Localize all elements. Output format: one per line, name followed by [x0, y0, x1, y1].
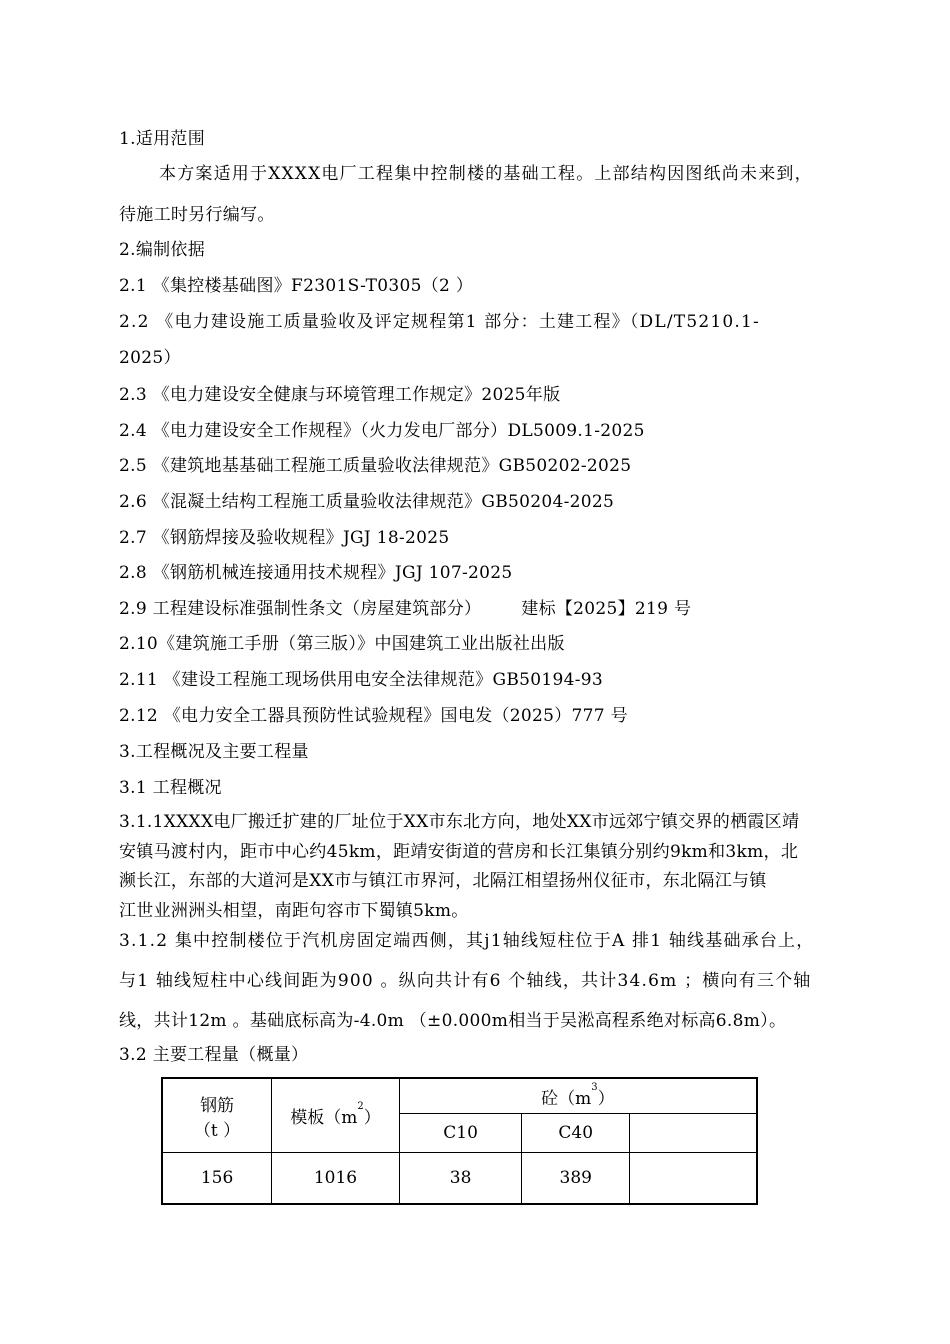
header-formwork-close: ）: [363, 1108, 381, 1128]
header-formwork-exponent: 2: [357, 1101, 364, 1112]
reference-item: 2.8 《钢筋机械连接通用技术规程》JGJ 107-2025: [119, 563, 513, 583]
reference-item: 2.10《建筑施工手册（第三版）》中国建筑工业出版社出版: [119, 634, 565, 654]
paragraph-3-1-2-line: 3.1.2 集中控制楼位于汽机房固定端西侧，其j1轴线短柱位于A 排1 轴线基础承台上，: [119, 931, 815, 951]
reference-item-continuation: 2025）: [119, 348, 181, 368]
paragraph-3-1-2-line: 线，共计12m 。基础底标高为-4.0m （±0.000m相当于吴淞高程系绝对标高6.8m）。: [119, 1011, 787, 1031]
table-header-row: [162, 1078, 757, 1114]
paragraph-3-1-2-line: 与1 轴线短柱中心线间距为900 。纵向共计有6 个轴线，共计34.6m ；横向有三个轴: [119, 971, 812, 991]
section-1-paragraph-line: 本方案适用于XXXX电厂工程集中控制楼的基础工程。上部结构因图纸尚未来到，: [159, 164, 813, 184]
reference-item: 2.2 《电力建设施工质量验收及评定规程第1 部分：土建工程》（DL/T5210.1-: [119, 312, 760, 332]
value-empty: [630, 1153, 757, 1205]
reference-item: 2.4 《电力建设安全工作规程》（火力发电厂部分）DL5009.1-2025: [119, 421, 645, 441]
value-c40: 389: [522, 1153, 630, 1205]
header-rebar-label: 钢筋: [200, 1095, 235, 1116]
reference-item: 2.1 《集控楼基础图》F2301S-T0305（2 ）: [119, 276, 474, 296]
header-concrete: [399, 1078, 757, 1114]
paragraph-3-1-1-line: 安镇马渡村内，距市中心约45km，距靖安街道的营房和长江集镇分别约9km和3km，北: [119, 842, 799, 862]
table-row: [162, 1153, 757, 1205]
subheader-c10: C10: [399, 1114, 522, 1153]
section-1-heading: 1.适用范围: [119, 129, 206, 149]
header-concrete-close: ）: [597, 1088, 615, 1109]
reference-item: 2.6 《混凝土结构工程施工质量验收法律规范》GB50204-2025: [119, 492, 615, 512]
reference-item: 2.5 《建筑地基基础工程施工质量验收法律规范》GB50202-2025: [119, 456, 632, 476]
section-3-2-heading: 3.2 主要工程量（概量）: [119, 1045, 309, 1065]
quantities-table: [161, 1077, 758, 1205]
value-c10: 38: [399, 1153, 522, 1205]
subheader-empty: [630, 1114, 757, 1153]
header-concrete-exponent: 3: [591, 1081, 598, 1093]
header-formwork-label: 模板（m: [290, 1108, 358, 1128]
reference-item: 2.11 《建设工程施工现场供用电安全法律规范》GB50194-93: [119, 670, 603, 690]
paragraph-3-1-1-line: 濒长江，东部的大道河是XX市与镇江市界河，北隔江相望扬州仪征市，东北隔江与镇: [119, 871, 767, 891]
paragraph-3-1-1-line: 江世业洲洲头相望，南距句容市下蜀镇5km。: [119, 901, 469, 921]
paragraph-3-1-1-line: 3.1.1XXXX电厂搬迁扩建的厂址位于XX市东北方向，地处XX市远郊宁镇交界的栖霞区靖: [119, 812, 800, 832]
subheader-c40: C40: [522, 1114, 630, 1153]
value-formwork: 1016: [272, 1153, 400, 1205]
header-rebar: [162, 1078, 272, 1153]
section-3-heading: 3.工程概况及主要工程量: [119, 742, 309, 762]
section-2-heading: 2.编制依据: [119, 240, 206, 260]
reference-item: 2.9 工程建设标准强制性条文（房屋建筑部分） 建标【2025】219 号: [119, 599, 692, 619]
reference-item: 2.7 《钢筋焊接及验收规程》JGJ 18-2025: [119, 528, 450, 548]
header-formwork: [272, 1078, 400, 1153]
header-concrete-label: 砼（m: [541, 1088, 592, 1109]
reference-item: 2.3 《电力建设安全健康与环境管理工作规定》2025年版: [119, 385, 561, 405]
section-1-paragraph-line: 待施工时另行编写。: [119, 205, 275, 225]
value-rebar: 156: [162, 1153, 272, 1205]
section-3-1-heading: 3.1 工程概况: [119, 778, 222, 798]
reference-item: 2.12 《电力安全工器具预防性试验规程》国电发（2025）777 号: [119, 706, 628, 726]
header-rebar-unit: （t ）: [193, 1120, 241, 1141]
